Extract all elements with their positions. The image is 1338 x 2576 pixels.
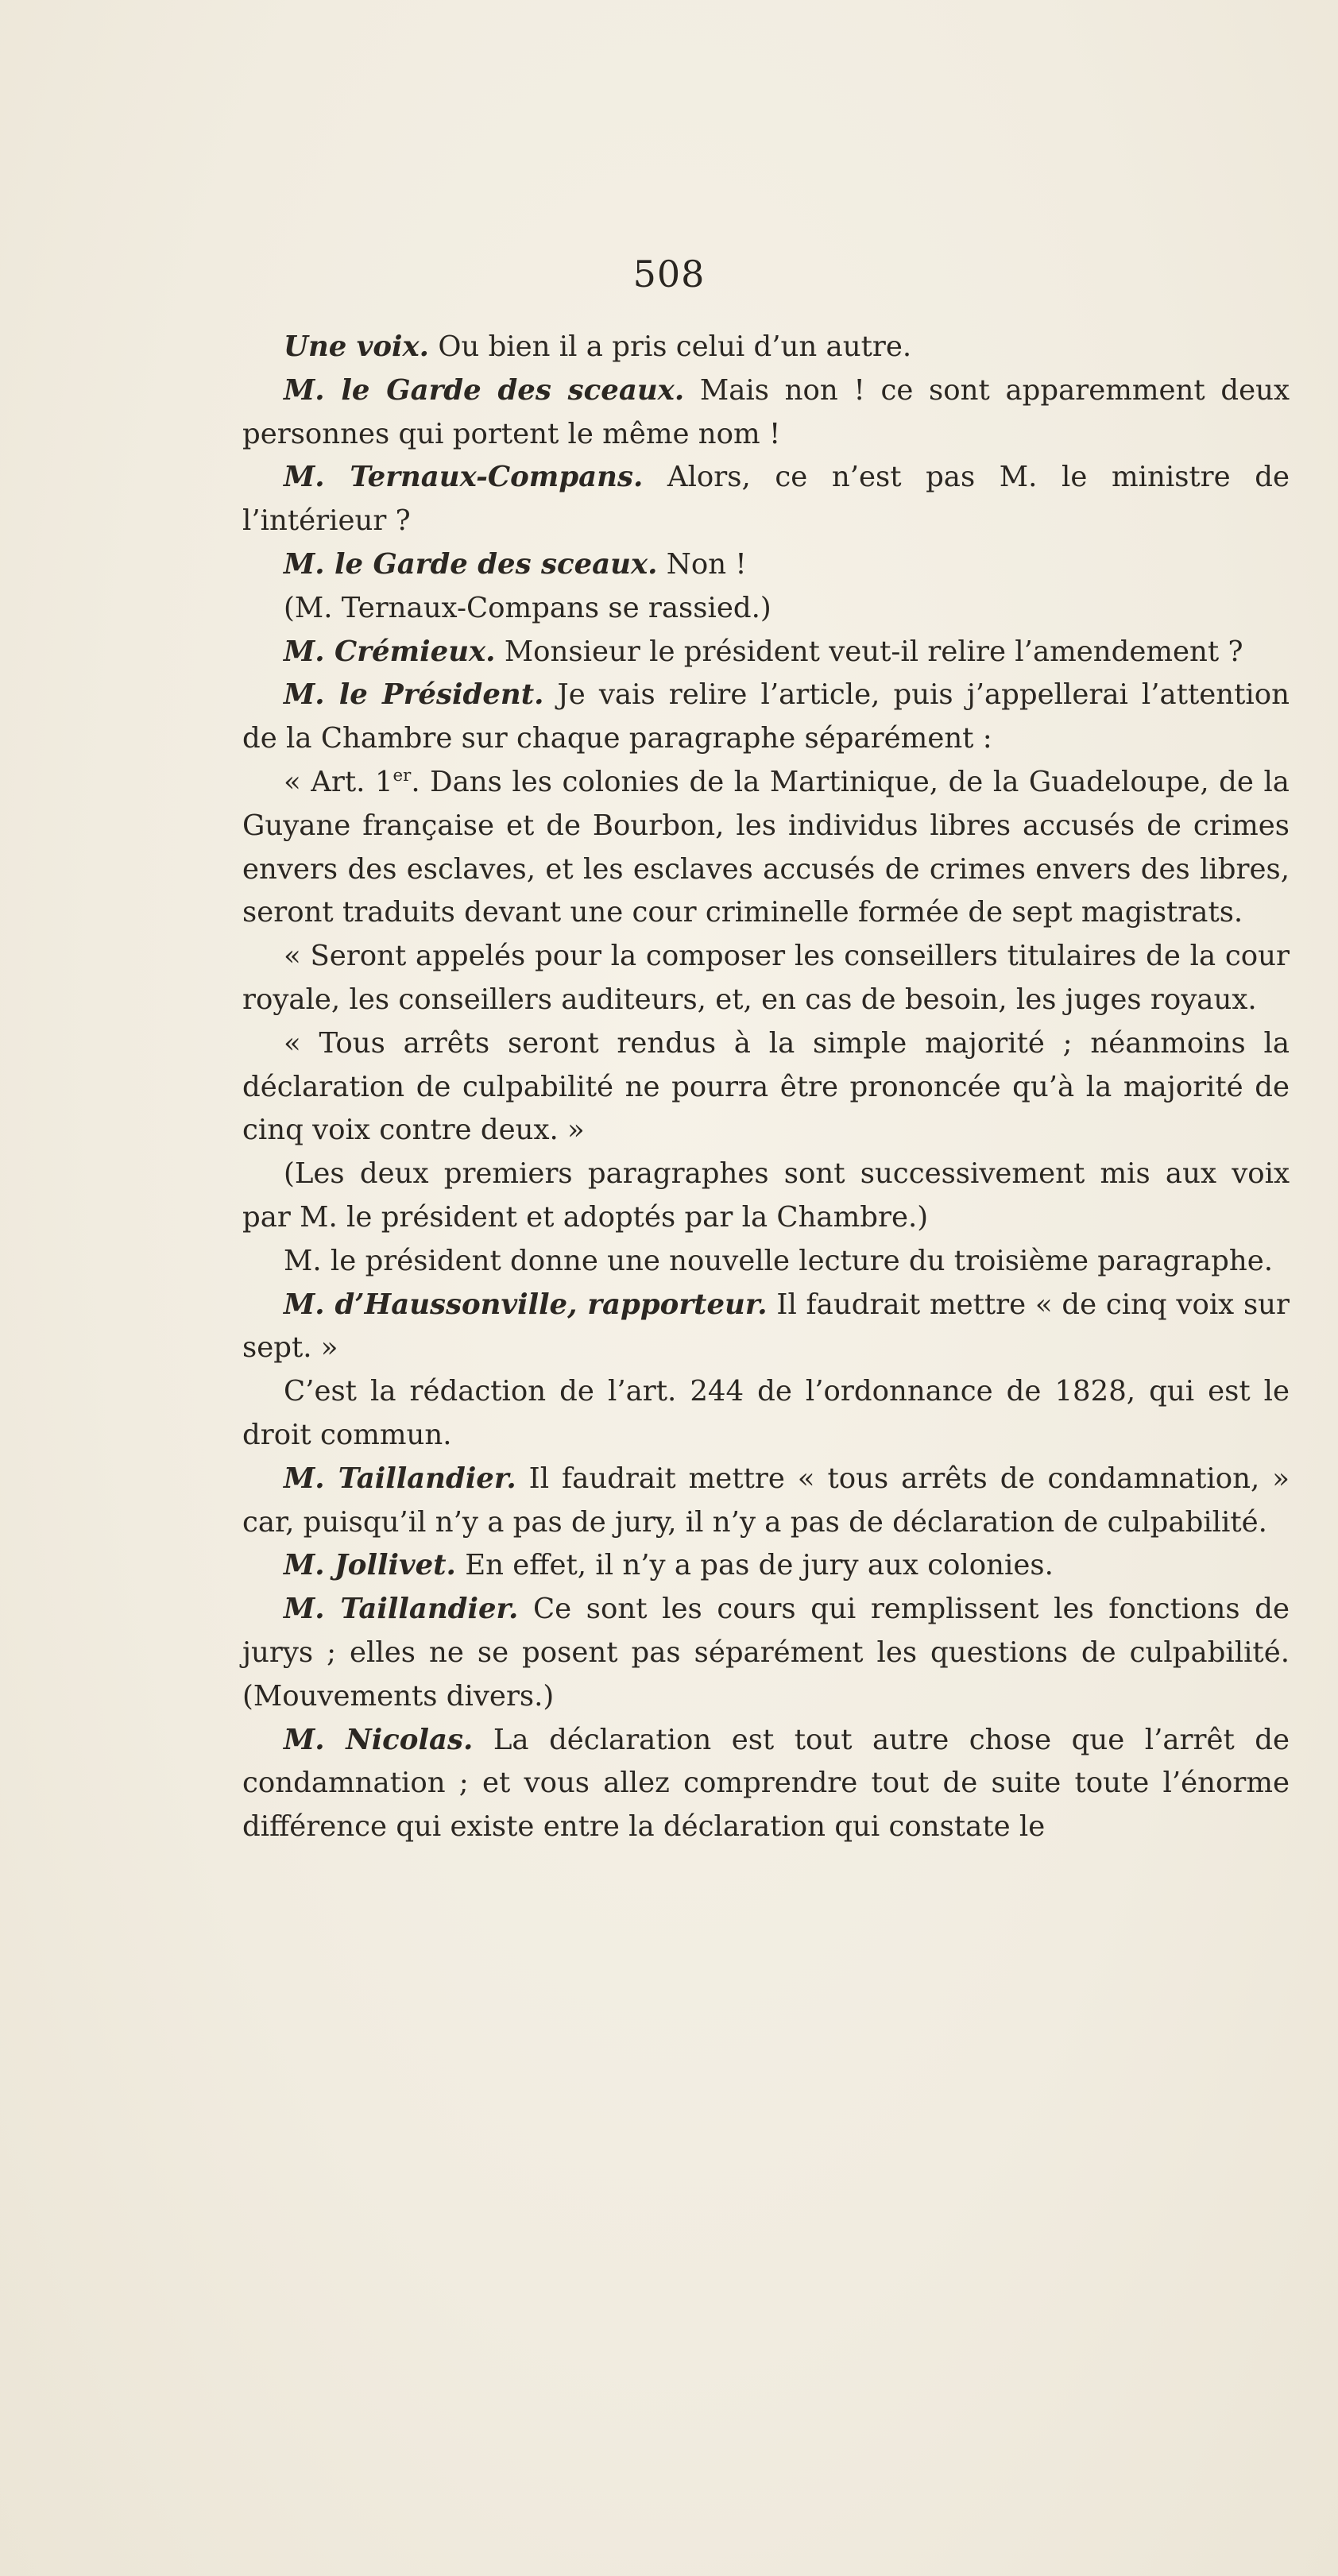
speaker-name: M. Nicolas.	[284, 1723, 474, 1756]
speaker-name: M. le Président.	[284, 678, 544, 712]
paragraph	[242, 543, 1290, 587]
speaker-name: M. le Garde des sceaux.	[284, 547, 658, 581]
paragraph-text: Ou bien il a pris celui d’un autre.	[429, 330, 912, 363]
speaker-name: M. Jollivet.	[284, 1549, 456, 1582]
paragraph-text: (Les deux premiers paragraphes sont successivement mis aux voix par M. le président et adoptés par la Chambre.)	[242, 1157, 1290, 1234]
paragraph-text: En effet, il n’y a pas de jury aux colonies.	[455, 1549, 1054, 1582]
paragraph	[242, 1022, 1290, 1153]
speaker-name: M. Crémieux.	[284, 635, 496, 668]
paragraph-text: Il faudrait mettre « tous arrêts de condamnation, » car, puisqu’il n’y a pas de jury, il n’y a pas de déclaration de culpabilité.	[242, 1462, 1290, 1539]
paragraph	[242, 456, 1290, 543]
paragraph-text: Je vais relire l’article, puis j’appellerai l’attention de la Chambre sur chaque paragraphe séparément :	[242, 678, 1290, 755]
paragraph	[242, 631, 1290, 674]
paragraph	[242, 674, 1290, 761]
speaker-name: M. le Garde des sceaux.	[284, 373, 685, 407]
paragraph	[242, 1719, 1290, 1849]
paragraph-text: Alors, ce n’est pas M. le ministre de l’intérieur ?	[242, 461, 1290, 538]
speaker-name: M. Ternaux-Compans.	[284, 461, 644, 494]
paragraph	[242, 1153, 1290, 1240]
paragraph	[242, 761, 1290, 935]
paragraph	[242, 587, 1290, 631]
page-text	[242, 326, 1290, 1849]
paragraph	[242, 369, 1290, 457]
paragraph-text: La déclaration est tout autre chose que l’arrêt de condamnation ; et vous allez comprendre tout de suite toute l’énorme différence qui existe entre la déclaration qui constate le	[242, 1723, 1290, 1844]
paragraph-text: M. le président donne une nouvelle lecture du troisième paragraphe.	[284, 1244, 1274, 1277]
paragraph-text: « Art. 1	[284, 765, 393, 798]
paragraph-text: C’est la rédaction de l’art. 244 de l’ordonnance de 1828, qui est le droit commun.	[242, 1375, 1290, 1451]
paragraph-text: Ce sont les cours qui remplissent les fonctions de jurys ; elles ne se posent pas séparément les questions de culpabilité. (Mouvements divers.)	[242, 1593, 1290, 1713]
page-number: 508	[632, 253, 706, 295]
paragraph-text: « Seront appelés pour la composer les conseillers titulaires de la cour royale, les conseillers auditeurs, et, en cas de besoin, les juges royaux.	[242, 940, 1290, 1016]
paragraph-text: . Dans les colonies de la Martinique, de la Guadeloupe, de la Guyane française et de Bourbon, les individus libres accusés de crimes envers des esclaves, et les esclaves accusés de crimes envers des libres, seront traduits devant une cour criminelle formée de sept magistrats.	[242, 765, 1290, 929]
paragraph	[242, 1588, 1290, 1718]
superscript: er	[393, 766, 412, 786]
paragraph-text: (M. Ternaux-Compans se rassied.)	[284, 591, 771, 624]
speaker-name: M. Taillandier.	[284, 1593, 519, 1626]
paragraph-text: Mais non ! ce sont apparemment deux personnes qui portent le même nom !	[242, 373, 1290, 450]
paragraph-text: « Tous arrêts seront rendus à la simple majorité ; néanmoins la déclaration de culpabilité ne pourra être prononcée qu’à la majorité de cinq voix contre deux. »	[242, 1026, 1290, 1147]
paragraph-text: Il faudrait mettre « de cinq voix sur sept. »	[242, 1288, 1290, 1365]
paragraph	[242, 1284, 1290, 1371]
paragraph	[242, 1544, 1290, 1588]
paragraph	[242, 1370, 1290, 1458]
paragraph	[242, 1240, 1290, 1284]
paragraph-text: Non !	[657, 547, 747, 581]
speaker-name: Une voix.	[284, 330, 430, 363]
paragraph-text: Monsieur le président veut-il relire l’amendement ?	[495, 635, 1243, 668]
paragraph	[242, 935, 1290, 1022]
speaker-name: M. Taillandier.	[284, 1462, 516, 1495]
paragraph	[242, 1458, 1290, 1545]
speaker-name: M. d’Haussonville, rapporteur.	[284, 1288, 768, 1321]
paragraph	[242, 326, 1290, 369]
